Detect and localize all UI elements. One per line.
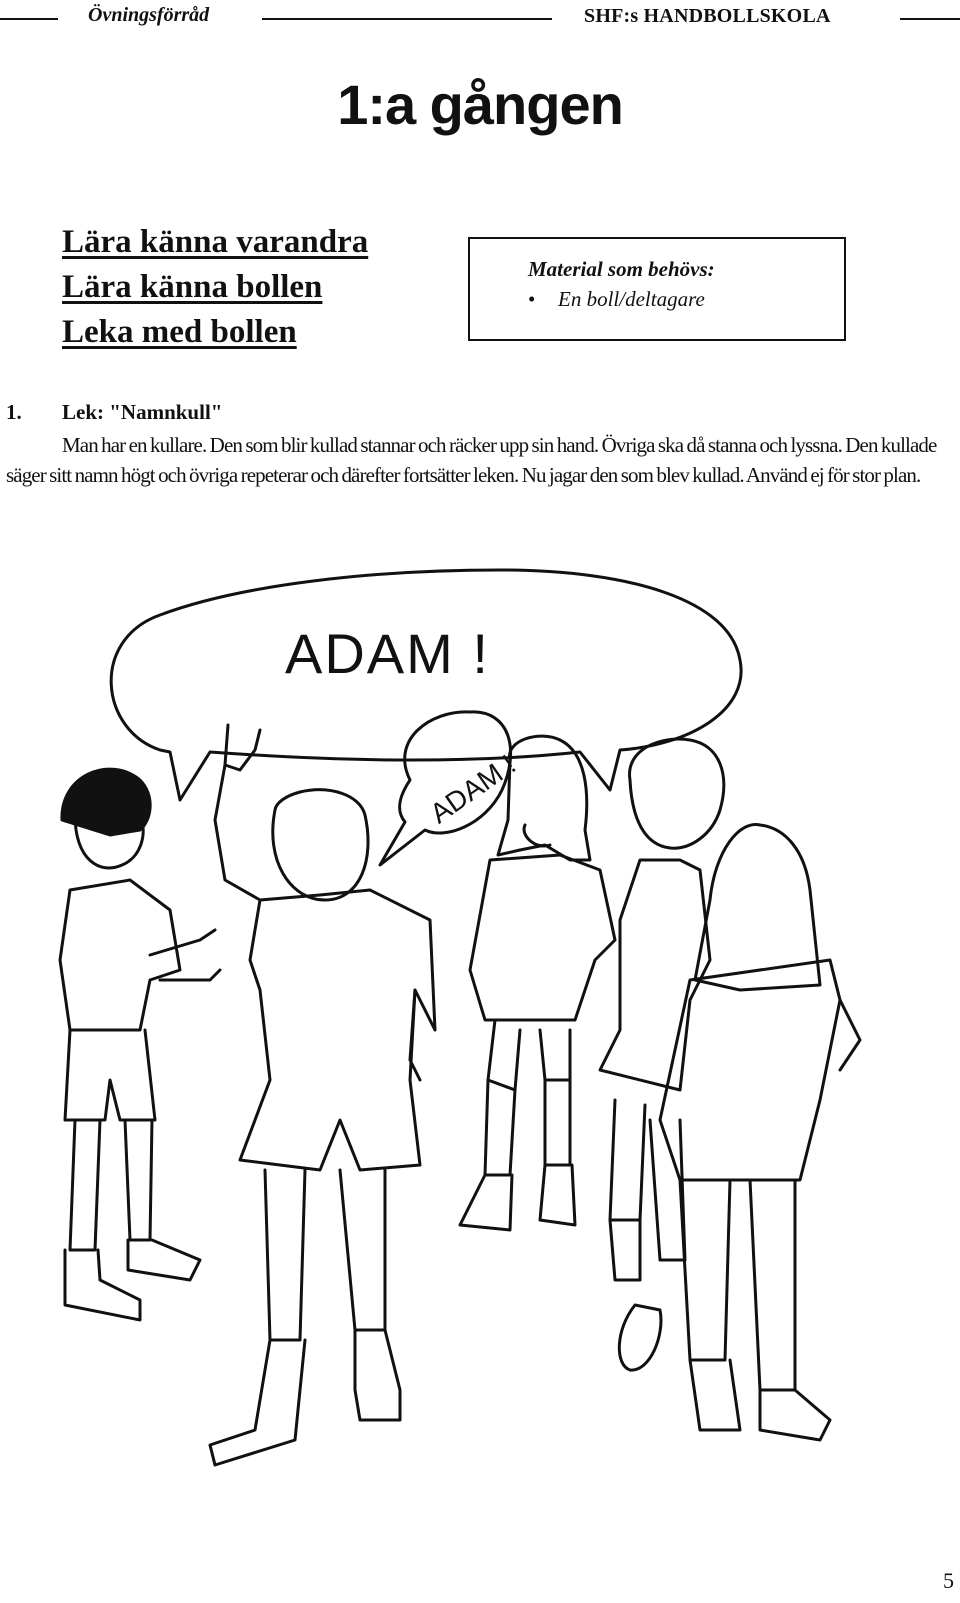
exercise-number: 1. (6, 400, 22, 424)
header-section: Övningsförråd (88, 4, 210, 26)
header-rule-middle (262, 18, 552, 20)
page-title: 1:a gången (337, 73, 623, 136)
child-girl (460, 736, 615, 1230)
exercise-description: Man har en kullare. Den som blir kullad stannar och räcker upp sin hand. Övriga ska då stanna och lyssna. Den kullade säger sitt namn högt och övriga repeterar och därefter fortsätter leken. Nu jagar den som blev kullad. Använd ej för stor plan. (6, 433, 937, 487)
bullet-icon: • (528, 287, 536, 311)
goal-item: Lära känna varandra (62, 224, 369, 260)
material-item-label: En boll/deltagare (558, 287, 705, 311)
header-rule-left (0, 18, 58, 20)
small-speech-bubble (380, 712, 521, 865)
material-title: Material som behövs: (528, 257, 715, 281)
big-speech-bubble (111, 570, 741, 800)
big-bubble-text: ADAM ! (285, 622, 490, 685)
header-rule-right (900, 18, 960, 20)
exercise-title: Lek: "Namnkull" (62, 400, 223, 424)
exercise-heading (6, 400, 222, 425)
children-illustration (40, 560, 920, 1560)
small-bubble-text: ADAM ! (424, 748, 522, 830)
child-waving (210, 725, 435, 1465)
goal-item: Leka med bollen (62, 314, 297, 350)
goal-item: Lära känna bollen (62, 269, 323, 305)
child-right (600, 739, 724, 1370)
material-item (528, 287, 705, 312)
child-left (60, 769, 220, 1320)
header-school: SHF:s HANDBOLLSKOLA (584, 5, 831, 27)
goals-list (62, 220, 368, 355)
child-back (660, 824, 860, 1440)
material-box (468, 237, 846, 341)
page-number: 5 (943, 1568, 954, 1593)
